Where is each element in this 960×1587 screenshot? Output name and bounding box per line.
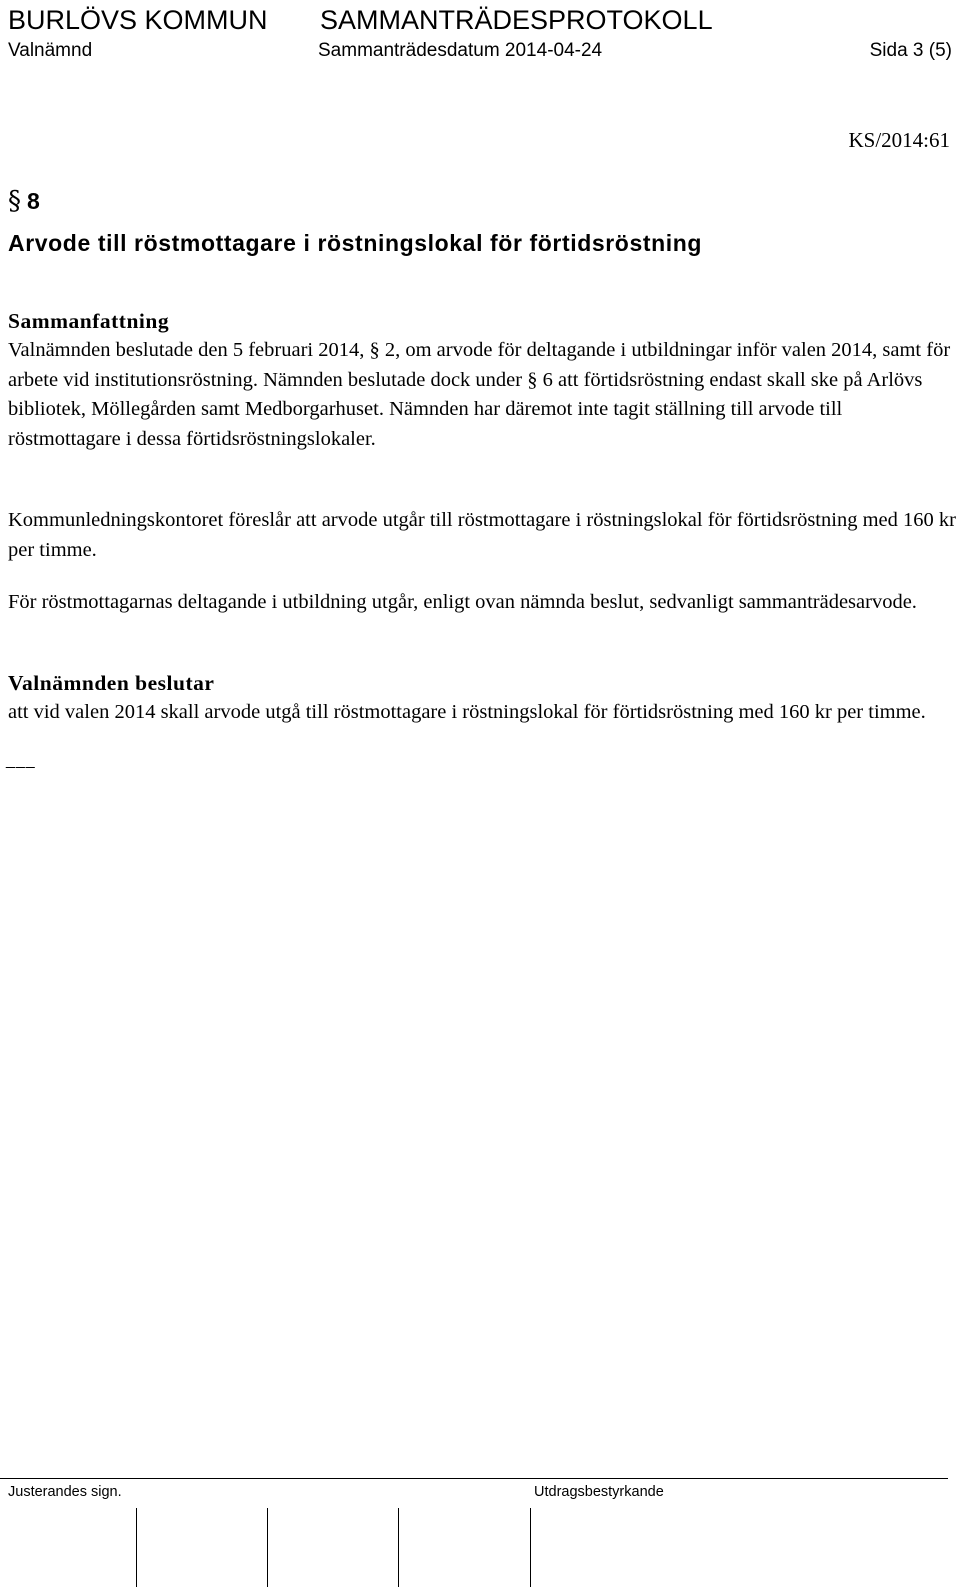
document-type: SAMMANTRÄDESPROTOKOLL bbox=[320, 5, 713, 35]
summary-heading: Sammanfattning bbox=[8, 309, 170, 333]
summary-paragraph-3: För röstmottagarnas deltagande i utbildning utgår, enligt ovan nämnda beslut, sedvanligt sammanträdesarvode. bbox=[8, 591, 917, 613]
signature-box-divider bbox=[530, 1508, 531, 1587]
section-number-value: 8 bbox=[27, 188, 40, 214]
page-header bbox=[8, 4, 713, 36]
organization-name: BURLÖVS KOMMUN bbox=[8, 5, 268, 35]
summary-paragraph-3-block bbox=[8, 588, 958, 618]
summary-paragraph-2: Kommunledningskontoret föreslår att arvode utgår till röstmottagare i röstningslokal för förtidsröstning med 160 kr per timme. bbox=[8, 509, 956, 561]
decision-block bbox=[8, 668, 958, 728]
signature-footer bbox=[0, 1478, 960, 1587]
decision-text: att vid valen 2014 skall arvode utgå till röstmottagare i röstningslokal för förtidsröstning med 160 kr per timme. bbox=[8, 701, 926, 723]
decision-heading: Valnämnden beslutar bbox=[8, 671, 215, 695]
signature-box-divider bbox=[136, 1508, 137, 1587]
case-number: KS/2014:61 bbox=[848, 128, 950, 152]
end-mark: ___ bbox=[6, 752, 36, 769]
summary-paragraph-2-block bbox=[8, 506, 958, 565]
section-number bbox=[8, 186, 40, 216]
summary-paragraph-1: Valnämnden beslutade den 5 februari 2014, § 2, om arvode för deltagande i utbildningar inför valen 2014, samt för arbete vid institutionsröstning. Nämnden beslutade dock under § 6 att förtidsröstning endast skall ske på Arlövs bibliotek, Möllegården samt Medborgarhuset. Nämnden har däremot inte tagit ställning till arvode till röstmottagare i dessa förtidsröstningslokaler. bbox=[8, 339, 951, 450]
signature-box-divider bbox=[398, 1508, 399, 1587]
page-number: Sida 3 (5) bbox=[869, 40, 952, 61]
summary-block bbox=[8, 306, 958, 454]
sign-label: Justerandes sign. bbox=[8, 1484, 122, 1500]
meeting-date: Sammanträdesdatum 2014-04-24 bbox=[318, 40, 603, 61]
committee-name: Valnämnd bbox=[8, 40, 93, 61]
page-title: Arvode till röstmottagare i röstningslokal för förtidsröstning bbox=[8, 230, 703, 256]
section-symbol: § bbox=[8, 186, 21, 216]
signature-box-divider bbox=[267, 1508, 268, 1587]
extract-label: Utdragsbestyrkande bbox=[534, 1484, 664, 1500]
header-meta bbox=[8, 37, 952, 65]
footer-divider bbox=[0, 1478, 948, 1479]
